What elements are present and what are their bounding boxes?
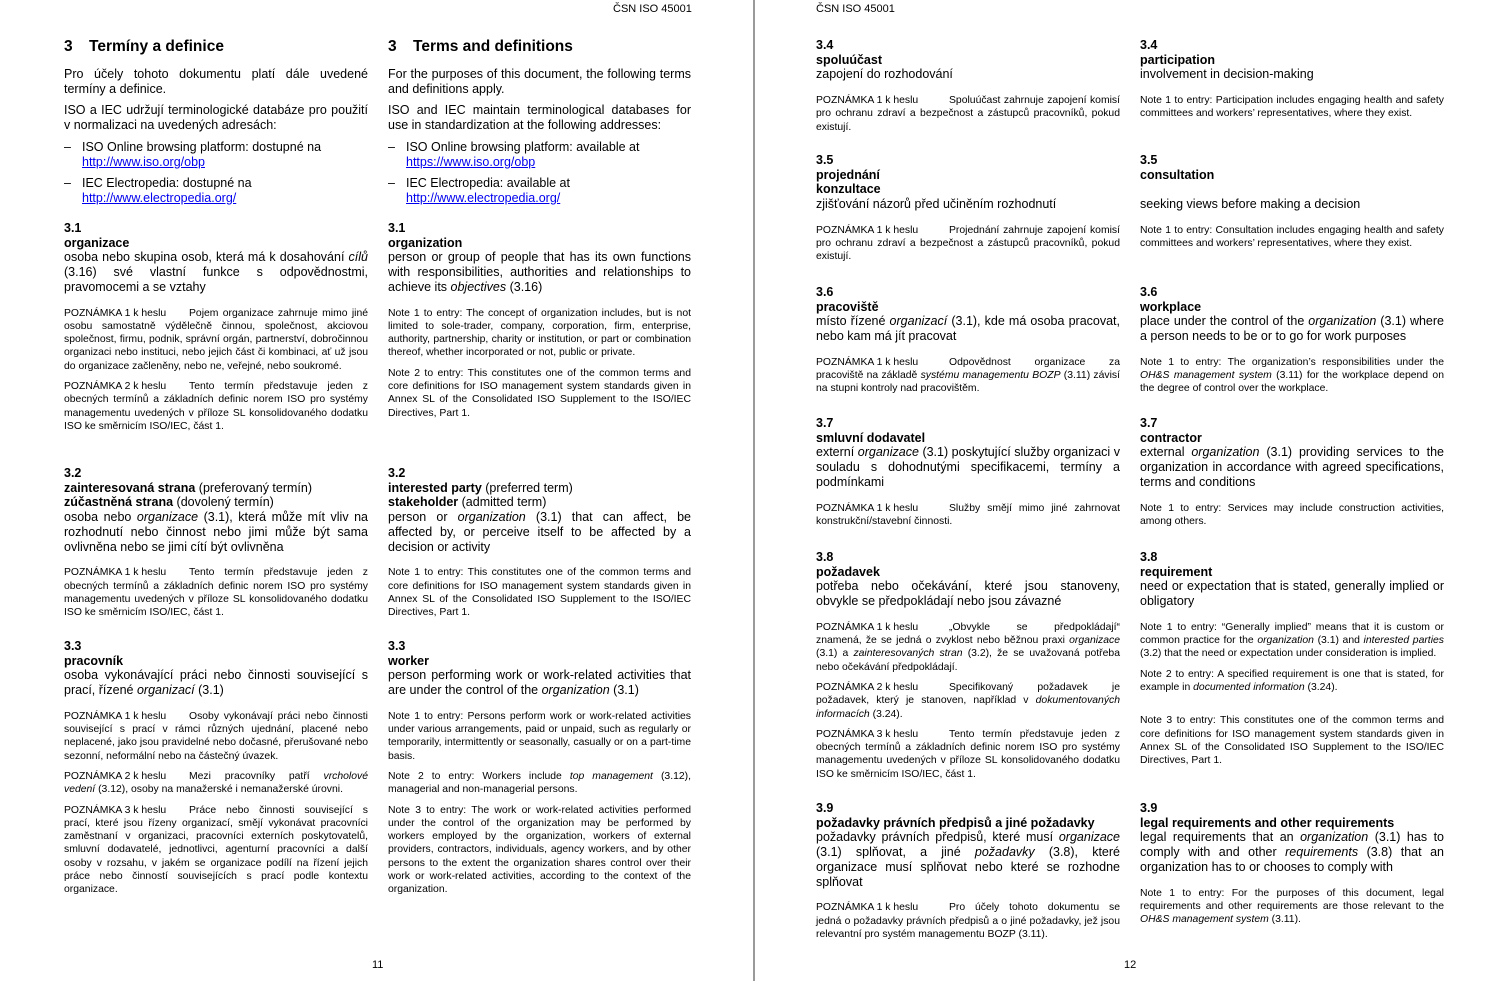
entry-3-8-en: 3.8 requirement need or expectation that is stated, generally implied or obligatory Note 1 to entry: “Generally implied” means that it is custom or common practice for the organization (3.1) and interested parties (3.2) that the need or expectation under consideration is implied. Note 2 to entry: A specified requirement is one that is stated, for example in documented information (3.24). Note 3 to entry: This constitutes one of the common terms and core definitions for ISO management system standards given in Annex SL of the Consolidated ISO Supplement to the ISO/IEC Directives, Part 1. [1140,550,1444,767]
definition: externí organizace (3.1) poskytující služby organizaci v souladu s dohodnutými specifikacemi, termíny a podmínkami [816,445,1120,489]
section-title-en-text: Terms and definitions [413,38,573,55]
note: POZNÁMKA 1 k heslu „Obvykle se předpokládají“ znamená, že se jedná o zvyklost nebo běžnou praxi organizace (3.1) a zainteresovaných stran (3.2), že se uvažovaná potřeba nebo očekávání předpokládají. [816,621,1120,673]
note: POZNÁMKA 1 k heslu Odpovědnost organizace za pracoviště na základě systému managementu BOZP (3.11) závisí na stupni kontroly nad pracovištěm. [816,356,1120,395]
address-list-en [388,140,691,206]
list-item: – IEC Electropedia: available at http://www.electropedia.org/ [388,176,691,205]
header-right: ČSN ISO 45001 [816,3,895,15]
definition: zapojení do rozhodování [816,67,953,82]
note: POZNÁMKA 2 k heslu Mezi pracovníky patří vrcholové vedení (3.12), osoby na manažerské i nemanažerské úrovni. [64,771,368,796]
entry-3-1-cz: 3.1 organizace osoba nebo skupina osob, která má k dosahování cílů (3.16) své vlastní funkce s odpovědnostmi, pravomocemi a se vztahy POZNÁMKA 1 k heslu Pojem organizace zahrnuje mimo jiné osobu samostatně výdělečně činnou, společnost, akciovou společnost, firmu, podnik, správní orgán, partnerství, dobročinnou organizaci nebo instituci, nebo jejich část či kombinaci, ať už jsou do organizace začleněny, nebo ne, veřejné, nebo soukromé. POZNÁMKA 2 k heslu Tento termín představuje jeden z obecných termínů a základních definic norem ISO pro systémy managementu uvedených v příloze SL konsolidovaného dodatku ISO ke směrnicím ISO/IEC, část 1. [64,221,368,432]
note: Note 1 to entry: The concept of organization includes, but is not limited to sole-trader, company, corporation, firm, enterprise, authority, partnership, charity or institution, or part or combination thereof, whether incorporated or not, public or private. [388,307,691,359]
intro1-cz: Pro účely tohoto dokumentu platí dále uvedené termíny a definice. [64,67,368,96]
definition: osoba vykonávající práci nebo činnosti související s prací, řízené organizací (3.1) [64,668,368,698]
definition: osoba nebo organizace (3.1), která může mít vliv na rozhodnutí nebo činnost nebo jimi může být sama ovlivněna nebo se jimi cítí být ovlivněna [64,510,369,554]
intro1-en: For the purposes of this document, the following terms and definitions apply. [388,67,691,96]
entry-3-9-cz: 3.9 požadavky právních předpisů a jiné požadavky požadavky právních předpisů, které musí organizace (3.1) splňovat, a jiné požadavky (3.8), které organizace musí splňovat nebo které se rozhodne splňovat POZNÁMKA 1 k heslu Pro účely tohoto dokumentu se jedná o požadavky právních předpisů a o jiné požadavky, jež jsou relevantní pro systém managementu BOZP (3.11). [816,801,1120,940]
entry-3-3-cz: 3.3 pracovník osoba vykonávající práci nebo činnosti související s prací, řízené organizací (3.1) POZNÁMKA 1 k heslu Osoby vykonávají práci nebo činnosti související s prací v rámci různých ujednání, placené nebo neplacené, jako jsou pravidelné nebo dočasné, přerušované nebo sezonní, neformální nebo na částečný úvazek. POZNÁMKA 2 k heslu Mezi pracovníky patří vrcholové vedení (3.12), osoby na manažerské i nemanažerské úrovni. POZNÁMKA 3 k heslu Práce nebo činnosti související s prací, které jsou řízeny organizací, smějí vykonávat pracovníci zaměstnaní v organizaci, pracovníci externích poskytovatelů, smluvní dodavatelé, jednotlivci, agenturní pracovníci a další osoby v rozsahu, v jakém se organizace podílí na řízení jejich práce nebo činností souvisejících s prací podle kontextu organizace. [64,639,368,896]
entry-3-8-cz: 3.8 požadavek potřeba nebo očekávání, které jsou stanoveny, obvykle se předpokládají nebo jsou závazné POZNÁMKA 1 k heslu „Obvykle se předpokládají“ znamená, že se jedná o zvyklost nebo běžnou praxi organizace (3.1) a zainteresovaných stran (3.2), že se uvažovaná potřeba nebo očekávání předpokládají. POZNÁMKA 2 k heslu Specifikovaný požadavek je požadavek, který je stanoven, například v dokumentovaných informacích (3.24). POZNÁMKA 3 k heslu Tento termín představuje jeden z obecných termínů a základních definic norem ISO pro systémy managementu uvedených v příloze SL konsolidovaného dodatku ISO ke směrnicím ISO/IEC, část 1. [816,550,1120,780]
entry-3-5-cz: 3.5 projednání konzultace zjišťování názorů před učiněním rozhodnutí POZNÁMKA 1 k heslu Projednání zahrnuje zapojení komisí pro ochranu zdraví a bezpečnost a zástupců pracovníků, pokud existují. [816,153,1120,263]
note: POZNÁMKA 1 k heslu Osoby vykonávají práci nebo činnosti související s prací v rámci různých ujednání, placené nebo neplacené, jako jsou pravidelné nebo dočasné, přerušované nebo sezonní, neformální nebo na částečný úvazek. [64,710,368,762]
list-item: – IEC Electropedia: dostupné na http://www.electropedia.org/ [64,176,368,205]
definition: involvement in decision-making [1140,67,1314,82]
note: Note 1 to entry: Participation includes engaging health and safety committees and workers’ representatives, where they exist. [1140,95,1444,120]
note: Note 3 to entry: This constitutes one of the common terms and core definitions for ISO management system standards given in Annex SL of the Consolidated ISO Supplement to the ISO/IEC Directives, Part 1. [1140,715,1444,767]
column-cz-left [64,67,368,206]
definition: požadavky právních předpisů, které musí organizace (3.1) splňovat, a jiné požadavky (3.8), které organizace musí splňovat nebo které se rozhodne splňovat [816,830,1120,889]
section-number-cz: 3 [64,38,73,55]
definition: person or organization (3.1) that can affect, be affected by, or perceive itself to be affected by a decision or activity [388,510,691,554]
section-title-en [388,38,573,56]
definition: legal requirements that an organization (3.1) has to comply with and other requirements (3.8) that an organization has to or chooses to comply with [1140,830,1444,874]
note: Note 2 to entry: Workers include top management (3.12), managerial and non-managerial persons. [388,771,691,796]
note: POZNÁMKA 1 k heslu Projednání zahrnuje zapojení komisí pro ochranu zdraví a bezpečnost a zástupců pracovníků, pokud existují. [816,224,1120,263]
note: Note 1 to entry: Persons perform work or work-related activities under various arrangements, paid or unpaid, such as regularly or temporarily, intermittently or seasonally, casually or on a part-time basis. [388,710,691,762]
entry-3-2-en: 3.2 interested party (preferred term) stakeholder (admitted term) person or organization (3.1) that can affect, be affected by, or perceive itself to be affected by a decision or activity Note 1 to entry: This constitutes one of the common terms and core definitions for ISO management system standards given in Annex SL of the Consolidated ISO Supplement to the ISO/IEC Directives, Part 1. [388,466,691,619]
intro2-en: ISO and IEC maintain terminological databases for use in standardization at the following addresses: [388,103,691,133]
entry-3-2-cz: 3.2 zainteresovaná strana (preferovaný termín) zúčastněná strana (dovolený termín) osoba nebo organizace (3.1), která může mít vliv na rozhodnutí nebo činnost nebo jimi může být sama ovlivněna nebo se jimi cítí být ovlivněna POZNÁMKA 1 k heslu Tento termín představuje jeden z obecných termínů a základních definic norem ISO pro systémy managementu uvedených v příloze SL konsolidovaného dodatku ISO ke směrnicím ISO/IEC, část 1. [64,466,369,619]
entry-3-5-en: 3.5 consultation seeking views before making a decision Note 1 to entry: Consultation includes engaging health and safety committees and workers’ representatives, where they exist. [1140,153,1444,250]
entry-3-6-en: 3.6 workplace place under the control of the organization (3.1) where a person needs to be or to go for work purposes Note 1 to entry: The organization’s responsibilities under the OH&S management system (3.11) for the workplace depend on the degree of control over the workplace. [1140,285,1445,395]
note: Note 1 to entry: For the purposes of this document, legal requirements and other requirements are those relevant to the OH&S management system (3.11). [1140,887,1444,926]
definition: seeking views before making a decision [1140,197,1361,212]
intro2-cz: ISO a IEC udržují terminologické databáze pro použití v normalizaci na uvedených adresách: [64,103,368,133]
note: Note 2 to entry: This constitutes one of the common terms and core definitions for ISO management system standards given in Annex SL of the Consolidated ISO Supplement to the ISO/IEC Directives, Part 1. [388,367,691,419]
page-divider [753,0,755,981]
entry-3-1-en: 3.1 organization person or group of people that has its own functions with responsibilities, authorities and relationships to achieve its objectives (3.16) Note 1 to entry: The concept of organization includes, but is not limited to sole-trader, company, corporation, firm, enterprise, authority, partnership, charity or institution, or part or combination thereof, whether incorporated or not, public or private. Note 2 to entry: This constitutes one of the common terms and core definitions for ISO management system standards given in Annex SL of the Consolidated ISO Supplement to the ISO/IEC Directives, Part 1. [388,221,691,419]
note: Note 2 to entry: A specified requirement is one that is stated, for example in documented information (3.24). [1140,668,1444,693]
definition: person or group of people that has its own functions with responsibilities, authorities and relationships to achieve its objectives (3.16) [388,250,691,294]
section-number-en: 3 [388,38,397,55]
note: POZNÁMKA 2 k heslu Specifikovaný požadavek je požadavek, který je stanoven, například v dokumentovaných informacích (3.24). [816,682,1120,720]
entry-3-6-cz: 3.6 pracoviště místo řízené organizací (3.1), kde má osoba pracovat, nebo kam má jít pracovat POZNÁMKA 1 k heslu Odpovědnost organizace za pracoviště na základě systému managementu BOZP (3.11) závisí na stupni kontroly nad pracovištěm. [816,285,1121,395]
note: Note 1 to entry: Services may include construction activities, among others. [1140,502,1444,527]
note: Note 1 to entry: “Generally implied” means that it is custom or common practice for the organization (3.1) and interested parties (3.2) that the need or expectation under consideration is implied. [1140,621,1444,660]
entry-3-4-cz: 3.4 spoluúčast zapojení do rozhodování POZNÁMKA 1 k heslu Spoluúčast zahrnuje zapojení komisí pro ochranu zdraví a bezpečnost a zástupců pracovníků, pokud existují. [816,38,1120,133]
definition: potřeba nebo očekávání, které jsou stanoveny, obvykle se předpokládají nebo jsou závazné [816,579,1120,609]
note: POZNÁMKA 1 k heslu Spoluúčast zahrnuje zapojení komisí pro ochranu zdraví a bezpečnost a zástupců pracovníků, pokud existují. [816,95,1120,133]
definition: zjišťování názorů před učiněním rozhodnutí [816,197,1057,212]
definition: osoba nebo skupina osob, která má k dosahování cílů (3.16) své vlastní funkce s odpovědnostmi, pravomocemi a se vztahy [64,250,368,294]
entry-3-9-en: 3.9 legal requirements and other requirements legal requirements that an organization (3.1) has to comply with and other requirements (3.8) that an organization has to or chooses to comply with Note 1 to entry: For the purposes of this document, legal requirements and other requirements are those relevant to the OH&S management system (3.11). [1140,801,1444,926]
note: POZNÁMKA 3 k heslu Tento termín představuje jeden z obecných termínů a základních definic norem ISO pro systémy managementu uvedených v příloze SL konsolidovaného dodatku ISO ke směrnicím ISO/IEC, část 1. [816,728,1120,780]
note: POZNÁMKA 2 k heslu Tento termín představuje jeden z obecných termínů a základních definic norem ISO pro systémy managementu uvedených v příloze SL konsolidovaného dodatku ISO ke směrnicím ISO/IEC, část 1. [64,381,368,432]
electropedia-link[interactable]: http://www.electropedia.org/ [406,190,561,205]
note: POZNÁMKA 1 k heslu Tento termín představuje jeden z obecných termínů a základních definic norem ISO pro systémy managementu uvedených v příloze SL konsolidovaného dodatku ISO ke směrnicím ISO/IEC, část 1. [64,567,368,619]
iso-obp-link[interactable]: https://www.iso.org/obp [406,154,536,169]
definition: místo řízené organizací (3.1), kde má osoba pracovat, nebo kam má jít pracovat [816,314,1121,344]
page-number-left: 11 [372,959,384,971]
header-left: ČSN ISO 45001 [613,3,692,15]
list-item: – ISO Online browsing platform: available at https://www.iso.org/obp [388,140,691,169]
entry-3-7-en: 3.7 contractor external organization (3.1) providing services to the organization in accordance with agreed specifications, terms and conditions Note 1 to entry: Services may include construction activities, among others. [1140,416,1444,527]
note: Note 1 to entry: This constitutes one of the common terms and core definitions for ISO management system standards given in Annex SL of the Consolidated ISO Supplement to the ISO/IEC Directives, Part 1. [388,567,691,619]
note: Note 3 to entry: The work or work-related activities performed under the control of the organization may be performed by workers employed by the organization, workers of external providers, contractors, individuals, agency workers, and by other persons to the extent the organization shares control over their work or work-related activities, according to the context of the organization. [388,804,691,896]
column-en-left [388,67,691,206]
section-title-cz-text: Termíny a definice [89,38,224,55]
entry-3-7-cz: 3.7 smluvní dodavatel externí organizace (3.1) poskytující služby organizaci v souladu s dohodnutými specifikacemi, termíny a podmínkami POZNÁMKA 1 k heslu Služby smějí mimo jiné zahrnovat konstrukční/stavební činnosti. [816,416,1120,527]
definition: place under the control of the organization (3.1) where a person needs to be or to go for work purposes [1140,314,1445,344]
page-number-right: 12 [1124,959,1137,971]
note: Note 1 to entry: The organization’s responsibilities under the OH&S management system (3.11) for the workplace depend on the degree of control over the workplace. [1140,356,1444,395]
list-item: – ISO Online browsing platform: dostupné na http://www.iso.org/obp [64,140,368,169]
electropedia-link[interactable]: http://www.electropedia.org/ [82,190,237,205]
term-organizace: organizace [64,235,130,250]
note: POZNÁMKA 3 k heslu Práce nebo činnosti související s prací, které jsou řízeny organizací, smějí vykonávat pracovníci zaměstnaní v organizaci, pracovníci externích poskytovatelů, smluvní dodavatelé, jednotlivci, agenturní pracovníci a další osoby v rozsahu, v jakém se organizace podílí na řízení jejich práce nebo činností souvisejících s prací podle kontextu organizace. [64,804,368,896]
iso-obp-link[interactable]: http://www.iso.org/obp [82,154,205,169]
entry-3-4-en: 3.4 participation involvement in decision-making Note 1 to entry: Participation includes engaging health and safety committees and workers’ representatives, where they exist. [1140,38,1444,120]
note: POZNÁMKA 1 k heslu Služby smějí mimo jiné zahrnovat konstrukční/stavební činnosti. [816,502,1120,527]
definition: external organization (3.1) providing services to the organization in accordance with agreed specifications, terms and conditions [1140,445,1444,489]
note: Note 1 to entry: Consultation includes engaging health and safety committees and workers’ representatives, where they exist. [1140,224,1444,250]
entry-3-3-en: 3.3 worker person performing work or work-related activities that are under the control of the organization (3.1) Note 1 to entry: Persons perform work or work-related activities under various arrangements, paid or unpaid, such as regularly or temporarily, intermittently or seasonally, casually or on a part-time basis. Note 2 to entry: Workers include top management (3.12), managerial and non-managerial persons. Note 3 to entry: The work or work-related activities performed under the control of the organization may be performed by workers employed by the organization, workers of external providers, contractors, individuals, agency workers, and by other persons to the extent the organization shares control over their work or work-related activities, according to the context of the organization. [388,639,691,896]
definition: need or expectation that is stated, generally implied or obligatory [1140,579,1444,609]
note: POZNÁMKA 1 k heslu Pojem organizace zahrnuje mimo jiné osobu samostatně výdělečně činnou, společnost, akciovou společnost, firmu, podnik, správní orgán, partnerství, dobročinnou organizaci nebo instituci, nebo jejich část či kombinaci, ať už jsou do organizace začleněny, nebo ne, veřejné, nebo soukromé. [64,307,368,372]
note: POZNÁMKA 1 k heslu Pro účely tohoto dokumentu se jedná o požadavky právních předpisů a o jiné požadavky, jež jsou relevantní pro systém managementu BOZP (3.11). [816,902,1120,940]
definition: person performing work or work-related activities that are under the control of the organization (3.1) [388,668,691,698]
section-title-cz [64,38,224,56]
address-list-cz [64,140,368,206]
